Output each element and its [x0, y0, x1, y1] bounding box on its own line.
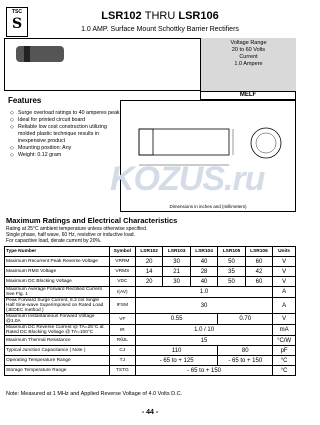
- table-cell: 14: [135, 267, 162, 277]
- package-image: [16, 46, 64, 62]
- table-body: [5, 257, 296, 376]
- table-cell: Maximum RMS Voltage: [5, 267, 110, 277]
- table-row: [5, 287, 296, 298]
- table-cell: 50: [218, 277, 245, 287]
- table-header: Type Number: [5, 247, 110, 257]
- watermark: KOZUS.ru: [110, 160, 265, 198]
- table-cell: 30: [135, 298, 272, 314]
- table-cell: VF: [109, 314, 135, 325]
- table-cell: 60: [245, 257, 272, 267]
- table-cell: V: [273, 314, 296, 325]
- table-row: [5, 257, 296, 267]
- table-cell: 28: [190, 267, 217, 277]
- table-cell: 42: [245, 267, 272, 277]
- table-cell: I(AV): [109, 287, 135, 298]
- table-cell: 0.70: [218, 314, 273, 325]
- thru-label: THRU: [144, 10, 176, 22]
- table-row: [5, 356, 296, 366]
- cathode-band: [24, 46, 30, 62]
- table-cell: 40: [190, 257, 217, 267]
- table-cell: - 65 to + 150: [218, 356, 273, 366]
- table-cell: V: [273, 257, 296, 267]
- ratings-note: Single phase, half wave, 60 Hz, resistive or inductive load.: [6, 232, 135, 238]
- package-label: MELF: [200, 91, 296, 100]
- table-header: LSR103: [163, 247, 190, 257]
- table-cell: Maximum Thermal Resistance: [5, 336, 110, 346]
- page-subtitle: 1.0 AMP. Surface Mount Schottky Barrier Rectifiers: [81, 26, 239, 33]
- table-cell: 20: [135, 277, 162, 287]
- table-row: [5, 366, 296, 376]
- table-header: LSR106: [245, 247, 272, 257]
- table-cell: V: [273, 277, 296, 287]
- table-cell: Typical Junction Capacitance ( Note ): [5, 346, 110, 356]
- table-cell: A: [273, 298, 296, 314]
- logo-mark: S: [11, 16, 23, 32]
- ratings-table: [4, 246, 296, 376]
- spec-line: 1.0 Ampere: [234, 61, 263, 67]
- table-cell: pF: [273, 346, 296, 356]
- ratings-heading: Maximum Ratings and Electrical Characteristics: [6, 216, 178, 225]
- table-cell: VDC: [109, 277, 135, 287]
- table-cell: 110: [135, 346, 217, 356]
- table-row: [5, 346, 296, 356]
- table-cell: IR: [109, 325, 135, 336]
- table-cell: 35: [218, 267, 245, 277]
- table-cell: 1.0: [135, 287, 272, 298]
- table-row: [5, 336, 296, 346]
- table-cell: 80: [218, 346, 273, 356]
- table-row: [5, 267, 296, 277]
- table-cell: TSTG: [109, 366, 135, 376]
- feature-item: ◇ Mounting position: Any: [10, 145, 120, 152]
- table-header: LSR104: [190, 247, 217, 257]
- table-header: LSR105: [218, 247, 245, 257]
- table-cell: CJ: [109, 346, 135, 356]
- table-row: [5, 277, 296, 287]
- table-cell: Maximum Average Forward Rectified Current See Fig. 1: [5, 287, 110, 298]
- table-cell: Operating Temperature Range: [5, 356, 110, 366]
- table-row: [5, 314, 296, 325]
- spec-line: Voltage Range: [230, 40, 267, 46]
- table-cell: VRMS: [109, 267, 135, 277]
- page-title: [60, 10, 260, 22]
- ratings-note: For capacitive load, derate current by 20%.: [6, 238, 102, 244]
- part-end: LSR106: [178, 10, 219, 22]
- table-header: Symbol: [109, 247, 135, 257]
- table-cell: RθJL: [109, 336, 135, 346]
- table-cell: 30: [163, 277, 190, 287]
- drawing-caption: Dimensions in inches and (millimeters): [169, 204, 247, 209]
- table-row: [5, 298, 296, 314]
- table-cell: 60: [245, 277, 272, 287]
- table-cell: Maximum Recurrent Peak Reverse Voltage: [5, 257, 110, 267]
- footer-note: Note: Measured at 1 MHz and Applied Reverse Voltage of 4.0 Volts D.C.: [6, 391, 183, 397]
- ratings-notes: [6, 226, 206, 244]
- table-cell: 1.0 / 10: [135, 325, 272, 336]
- table-cell: °C: [273, 356, 296, 366]
- part-start: LSR102: [101, 10, 142, 22]
- feature-item: ◇ Surge overload ratings to 40 amperes peak: [10, 110, 120, 117]
- features-list: [10, 110, 120, 159]
- table-cell: IFSM: [109, 298, 135, 314]
- spec-line: 20 to 60 Volts: [231, 47, 266, 53]
- ratings-note: Rating at 25°C ambient temperature unless otherwise specified.: [6, 226, 148, 232]
- table-cell: 20: [135, 257, 162, 267]
- table-row: [5, 325, 296, 336]
- table-cell: mA: [273, 325, 296, 336]
- table-cell: V: [273, 267, 296, 277]
- page-number: - 44 -: [141, 409, 159, 416]
- table-cell: Storage Temperature Range: [5, 366, 110, 376]
- table-cell: 15: [135, 336, 272, 346]
- feature-item: ◇ Weight: 0.12 gram: [10, 152, 120, 159]
- table-cell: - 65 to + 125: [135, 356, 217, 366]
- table-cell: VRRM: [109, 257, 135, 267]
- table-cell: 21: [163, 267, 190, 277]
- table-cell: Maximum DC Blocking Voltage: [5, 277, 110, 287]
- company-logo: [6, 7, 28, 37]
- table-cell: 40: [190, 277, 217, 287]
- table-header: Units: [273, 247, 296, 257]
- table-cell: TJ: [109, 356, 135, 366]
- logo-text: TSC: [12, 9, 22, 15]
- table-cell: °C/W: [273, 336, 296, 346]
- table-cell: Maximum DC Reverse Current @ TA=25°C at Rated DC Blocking Voltage @ TA=100°C: [5, 325, 110, 336]
- feature-item: ◇ Reliable low cost construction utilizing molded plastic technique results in inexpensive product: [10, 124, 120, 145]
- table-header-row: [5, 247, 296, 257]
- table-cell: A: [273, 287, 296, 298]
- table-cell: °C: [273, 366, 296, 376]
- feature-item: ◇ Ideal for printed circuit board: [10, 117, 120, 124]
- spec-box: [200, 38, 296, 91]
- table-cell: - 65 to + 150: [135, 366, 272, 376]
- table-cell: Maximum Instantaneous Forward Voltage @1.0A: [5, 314, 110, 325]
- table-cell: 30: [163, 257, 190, 267]
- table-cell: 50: [218, 257, 245, 267]
- table-header: LSR102: [135, 247, 162, 257]
- table-cell: 0.55: [135, 314, 217, 325]
- spec-line: Current: [239, 54, 258, 60]
- table-cell: Peak Forward Surge Current, 8.3 ms Single Half Sine-wave Superimposed on Rated Load (JEDEC method ): [5, 298, 110, 314]
- features-heading: Features: [8, 96, 42, 105]
